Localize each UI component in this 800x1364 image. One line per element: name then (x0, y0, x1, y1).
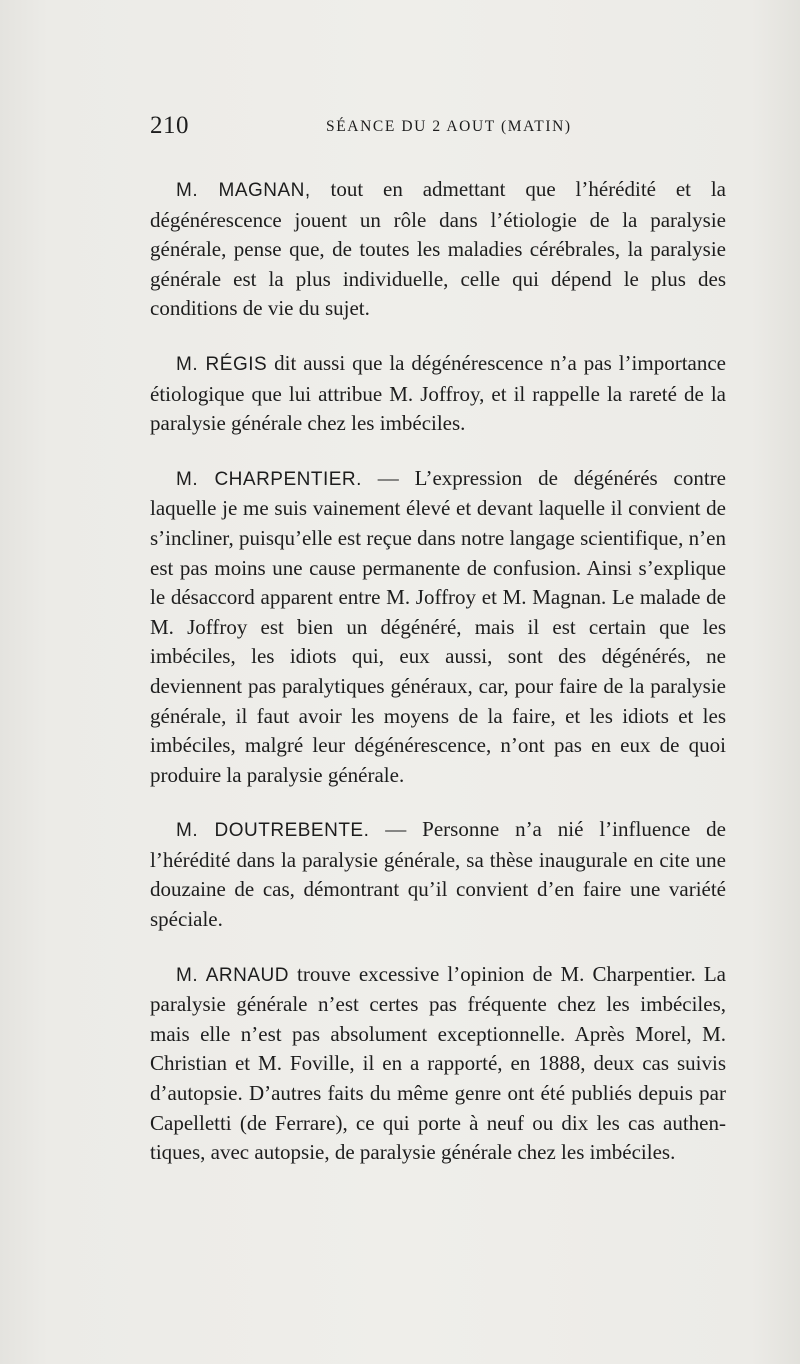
speaker-name: M. CHARPENTIER. (176, 468, 362, 490)
speaker-name: M. ARNAUD (176, 964, 289, 986)
paragraph-text: dit aussi que la dégénérescence n’a pas l’importance étiologique que lui attribue M. Joffroy, et il rappelle la rareté de la paralysie générale chez les imbéciles. (150, 350, 726, 436)
paragraph-text: trouve excessive l’opinion de M. Charpentier. La paralysie générale n’est certes pas fréquente chez les imbéciles, mais elle n’est pas absolument exceptionnelle. Après Morel, M. Christian et M. Foville, il en a rapporté, en 1888, deux cas suivis d’autopsie. D’autres faits du même genre ont été publiés depuis par Capelletti (de Ferrare), ce qui porte à neuf ou dix les cas authentiques, avec autopsie, de paralysie générale chez les imbéciles. (150, 961, 726, 1165)
paragraph-text: tout en admettant que l’hérédité et la dégénérescence jouent un rôle dans l’étiologie de la paralysie générale, pense que, de toutes les maladies cérébrales, la paralysie générale est la plus individuelle, celle qui dépend le plus des conditions de vie du sujet. (150, 177, 727, 321)
speaker-name: M. MAGNAN, (176, 180, 311, 201)
paragraph-regis (150, 349, 726, 439)
body-text (150, 175, 726, 1193)
paragraph-arnaud (150, 960, 726, 1168)
page-number: 210 (150, 112, 189, 139)
running-head (150, 112, 725, 142)
header-title: SÉANCE DU 2 AOUT (MATIN) (326, 118, 572, 135)
speaker-name: M. DOUTREBENTE. (176, 820, 370, 842)
paragraph-doutrebente (150, 815, 726, 934)
paragraph-text: — L’expression de dégénérés contre laquelle je me suis vainement élevé et devant laquelle il convient de s’incliner, puisqu’elle est reçue dans notre langage scientifique, n’en est pas moins une cause permanente de confusion. Ainsi s’explique le désaccord apparent entre M. Joffroy et M. Magnan. Le malade de M. Joffroy est bien un dégénéré, mais il est certain que les imbéciles, les idiots qui, eux aussi, sont des dégénérés, ne deviennent pas paralytiques généraux, car, pour faire de la paralysie générale, il faut avoir les moyens de la faire, et les idiots et les imbéciles, malgré leur dégénérescence, n’ont pas en eux de quoi produire la paralysie générale. (150, 465, 726, 787)
paragraph-charpentier (150, 464, 726, 791)
paragraph-magnan (150, 175, 726, 324)
paragraph-text: — Personne n’a nié l’influence de l’hérédité dans la paralysie générale, sa thèse inaugurale en cite une douzaine de cas, démontrant qu’il convient d’en faire une variété spéciale. (150, 817, 727, 932)
speaker-name: M. RÉGIS (176, 353, 268, 375)
